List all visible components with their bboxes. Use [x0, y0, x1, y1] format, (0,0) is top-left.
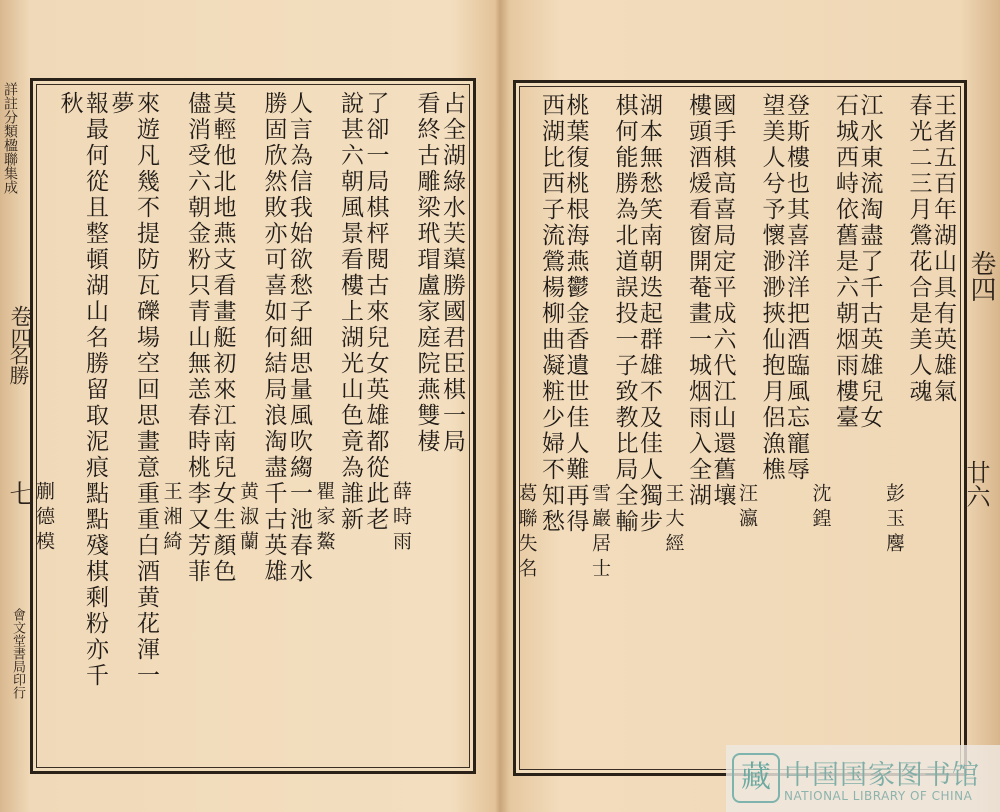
right-text-frame — [513, 80, 967, 776]
couplet-line: 王者五百年湖山具有英雄氣 — [930, 93, 956, 405]
couplet-line: 人言為信我始欲愁子細思量風吹縐一池春水 — [286, 91, 312, 585]
couplet-line: 報最何從且整頓湖山名勝留取泥痕點點殘棋剩粉亦千 — [82, 91, 108, 689]
couplet-author: 彭玉麐 — [883, 483, 905, 558]
library-name-cn: 中国国家图书馆 — [784, 760, 980, 791]
couplet-line: 湖本無愁笑南朝迭起群雄不及佳人獨步 — [636, 93, 662, 535]
library-watermark — [726, 745, 1000, 812]
left-text-frame — [30, 78, 476, 774]
left-page — [0, 0, 497, 812]
couplet-line: 江水東流淘盡了千古英雄兒女 — [856, 93, 883, 431]
margin-book-title: 詳註分類楹聯集成 — [2, 82, 18, 194]
couplet-line: 春光二三月鶯花合是美人魂 — [905, 93, 932, 405]
couplet-line: 看終古雕梁玳瑁盧家庭院燕雙棲 — [413, 91, 440, 455]
couplet-author: 黄淑蘭 — [237, 481, 259, 556]
couplet-author: 瞿家鰲 — [313, 481, 336, 556]
couplet-line: 西湖比西子流鶯楊柳曲凝粧少婦不知愁 — [538, 93, 564, 535]
couplet-line: 國手棋高喜局定平成六代江山還舊壤 — [709, 93, 736, 509]
couplet-line: 登斯樓也其喜洋洋把酒臨風忘寵辱 — [783, 93, 809, 483]
couplet-author: 王湘綺 — [160, 481, 183, 556]
couplet-line: 棋何能勝為北道誤投一子致教比局全輸 — [611, 93, 638, 535]
couplet-line: 儘消受六朝金粉只青山無恙春時桃李又芳菲 — [184, 91, 210, 585]
margin-publisher: 會文堂書局印行 — [10, 608, 25, 699]
margin-category: 名勝 — [6, 345, 30, 385]
couplet-author: 王大經 — [662, 483, 685, 558]
couplet-line: 來遊凡幾不提防瓦礫場空回思畫意重重白酒黄花渾一 — [133, 91, 159, 689]
couplet-author: 薛時雨 — [390, 481, 412, 556]
margin-volume-right: 卷四 — [966, 250, 996, 302]
library-name-en: NATIONAL LIBRARY OF CHINA — [784, 789, 973, 803]
couplet-author: 葛聯失名 — [515, 483, 538, 583]
margin-volume: 卷四 — [7, 305, 32, 349]
couplet-author: 雪巖居士 — [589, 483, 611, 583]
right-page — [503, 0, 1000, 812]
couplet-line: 了卻一局棋枰閱古來兒女英雄都從此老 — [362, 91, 389, 533]
couplet-author: 汪瀛 — [736, 483, 758, 533]
margin-page-number: 七 — [5, 480, 35, 506]
couplet-line: 石城西峙依舊是六朝烟雨樓臺 — [832, 93, 858, 431]
margin-page-number-right: 廿六 — [962, 460, 990, 508]
couplet-line: 樓頭酒煖看窗開菴畫一城烟雨入全湖 — [685, 93, 711, 509]
couplet-line: 說甚六朝風景看樓上湖光山色竟為誰新 — [337, 91, 363, 533]
couplet-line: 桃葉復桃根海燕鬱金香遺世佳人難再得 — [562, 93, 589, 535]
couplet-line: 夢 — [107, 91, 134, 117]
couplet-line: 秋 — [56, 91, 83, 117]
library-logo-icon: 藏 — [732, 753, 780, 803]
couplet-author: 蒯德模 — [33, 481, 55, 556]
couplet-line: 勝固欣然敗亦可喜如何結局浪淘盡千古英雄 — [260, 91, 287, 585]
couplet-line: 莫輕他北地燕支看畫艇初來江南兒女生顏色 — [209, 91, 236, 585]
couplet-line: 望美人兮予懷渺渺挾仙抱月侶漁樵 — [758, 93, 785, 483]
couplet-line: 占全湖綠水芙蕖勝國君臣棋一局 — [439, 91, 465, 455]
couplet-author: 沈鍠 — [809, 483, 832, 533]
